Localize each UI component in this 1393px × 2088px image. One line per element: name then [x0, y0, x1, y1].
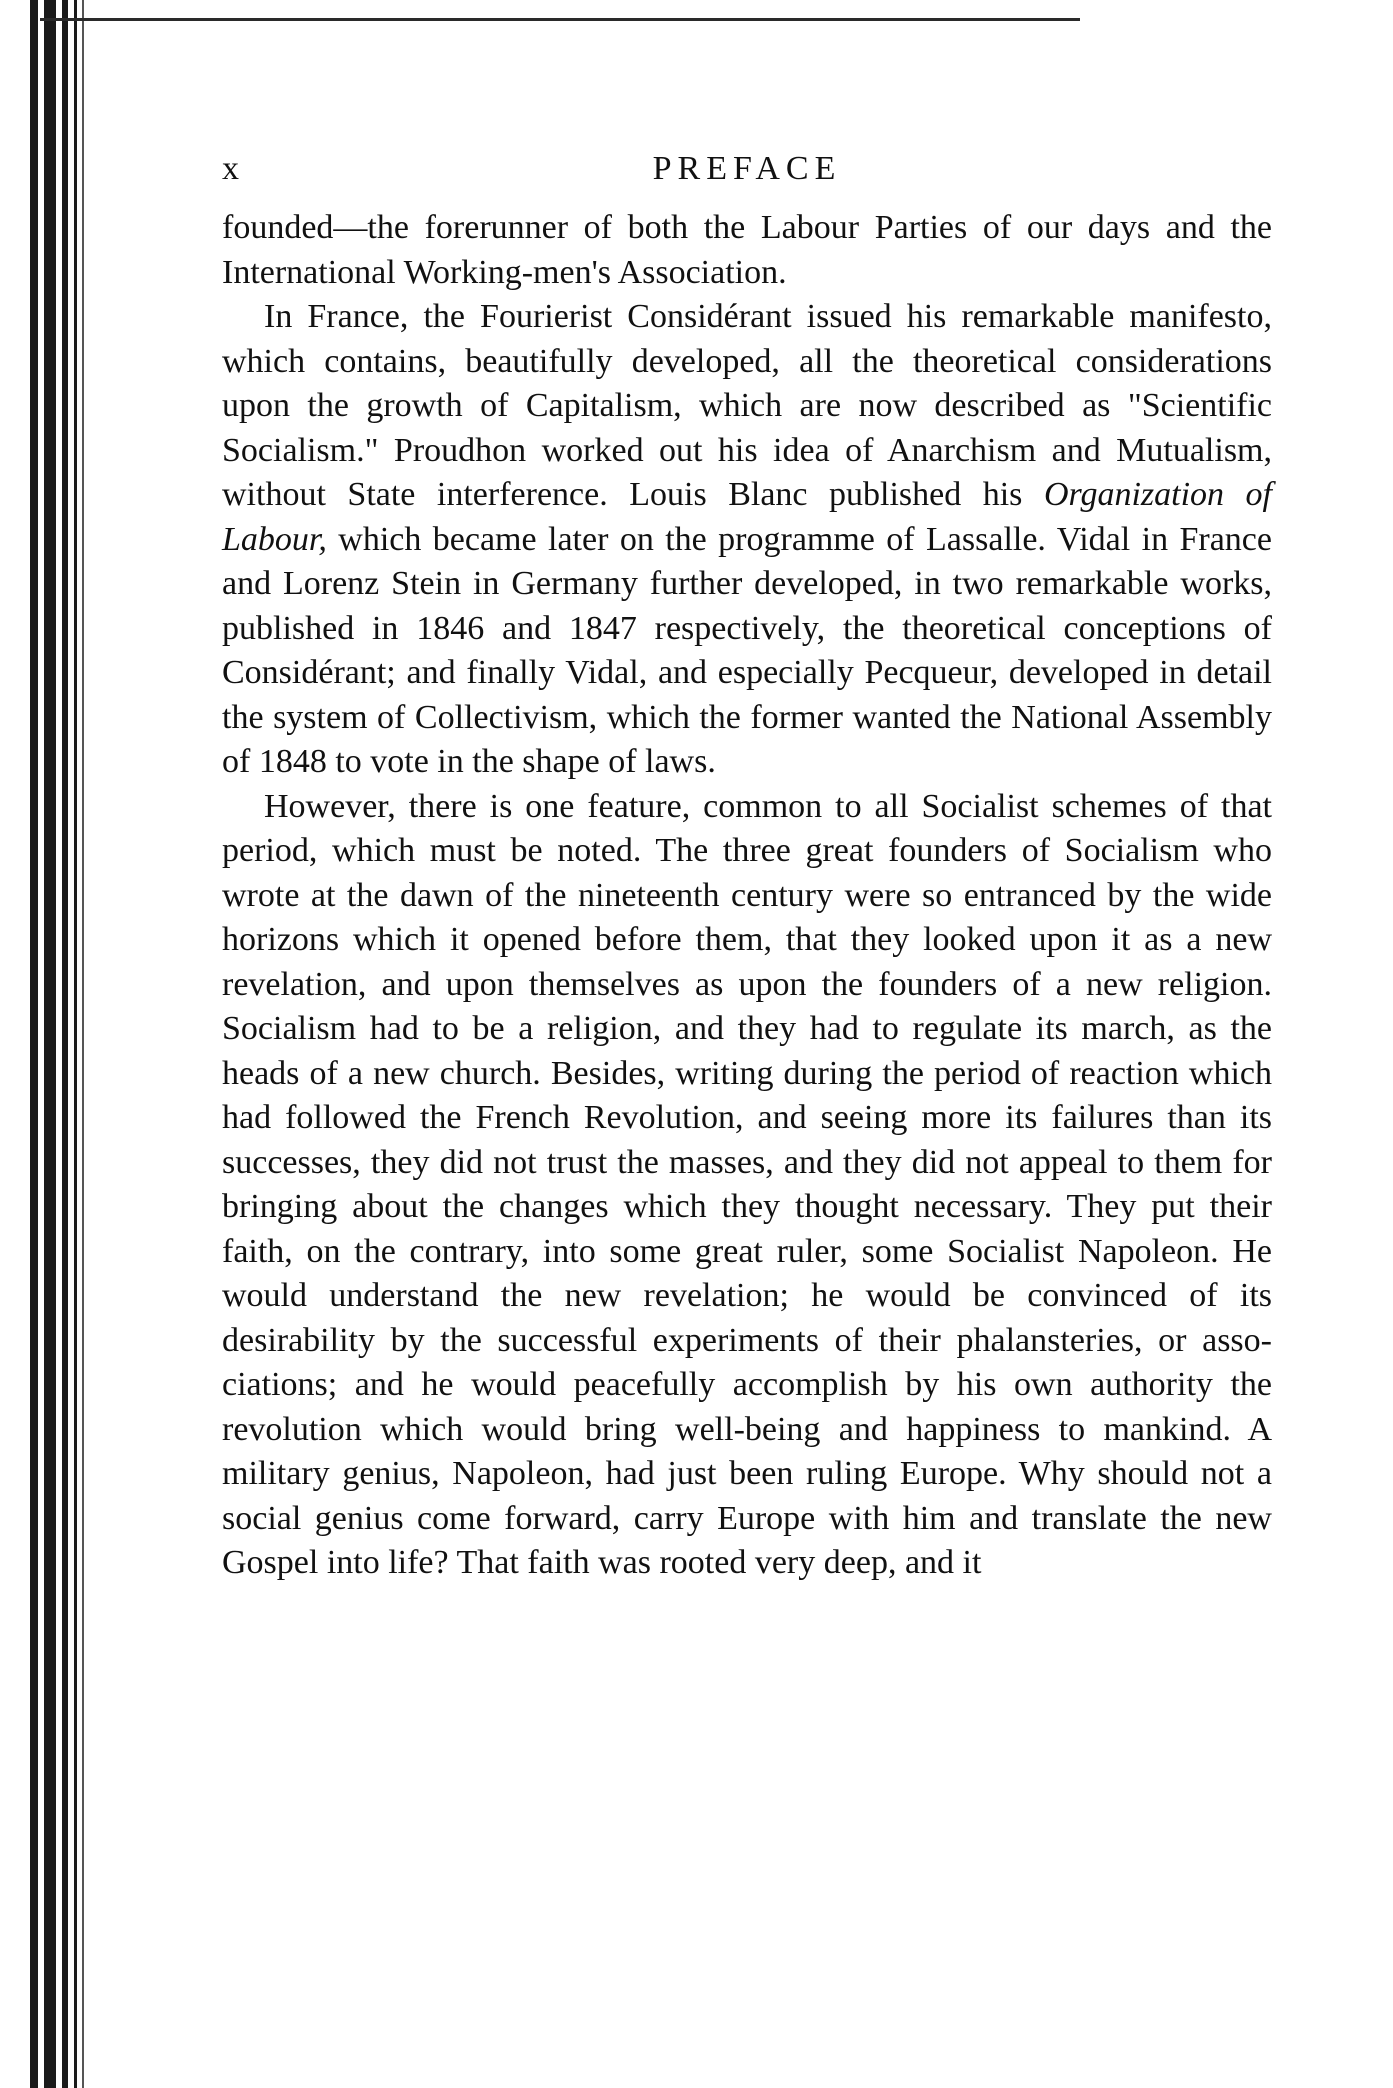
book-page: [222, 150, 1272, 1586]
running-title: PREFACE: [652, 150, 842, 187]
paragraph-continued: founded—the forerunner of both the Labour Parties of our days and the International Working-men's Association.: [222, 209, 1272, 291]
top-edge-rule: [40, 18, 1080, 21]
paragraph-france-text-a: In France, the Fourierist Considérant issued his remarkable manifesto, which contains, beautifully developed, all the theoretical considerations upon the growth of Capitalism, which are now described as "Scientific Socialism." Proudhon worked out his idea of Anarchism and Mutualism, without State interference. Louis Blanc published his: [222, 298, 1272, 513]
paragraph-however: However, there is one feature, common to all Socialist schemes of that period, which must be noted. The three great founders of Socialism who wrote at the dawn of the nineteenth century were so entranced by the wide horizons which it opened before them, that they looked upon it as a new revelation, and upon themselves as upon the founders of a new religion. Socialism had to be a religion, and they had to regulate its march, as the heads of a new church. Besides, writing during the period of reaction which had followed the French Revolution, and seeing more its failures than its successes, they did not trust the masses, and they did not appeal to them for bringing about the changes which they thought necessary. They put their faith, on the contrary, into some great ruler, some Socialist Napoleon. He would understand the new revelation; he would be convinced of its desirability by the successful experiments of their phalansteries, or associations; and he would peacefully accomplish by his own authority the revolution which would bring well-being and happiness to mankind. A military genius, Napoleon, had just been ruling Europe. Why should not a social genius come forward, carry Europe with him and translate the new Gospel into life? That faith was rooted very deep, and it: [222, 787, 1272, 1581]
book-title-organization-of-labour: Organization of Labour,: [222, 476, 1272, 558]
book-binding-edge: [0, 0, 110, 2088]
paragraph-france: [222, 295, 1272, 785]
page-header: [222, 150, 1272, 206]
page-number: x: [222, 150, 240, 187]
paragraph-france-text-b: which became later on the programme of Lassalle. Vidal in France and Lorenz Stein in Germany further developed, in two remarkable works, published in 1846 and 1847 respectively, the theoretical conceptions of Considérant; and finally Vidal, and especially Pecqueur, developed in detail the system of Collectivism, which the former wanted the National Assembly of 1848 to vote in the shape of laws.: [222, 520, 1272, 780]
body-text: [222, 206, 1272, 1586]
